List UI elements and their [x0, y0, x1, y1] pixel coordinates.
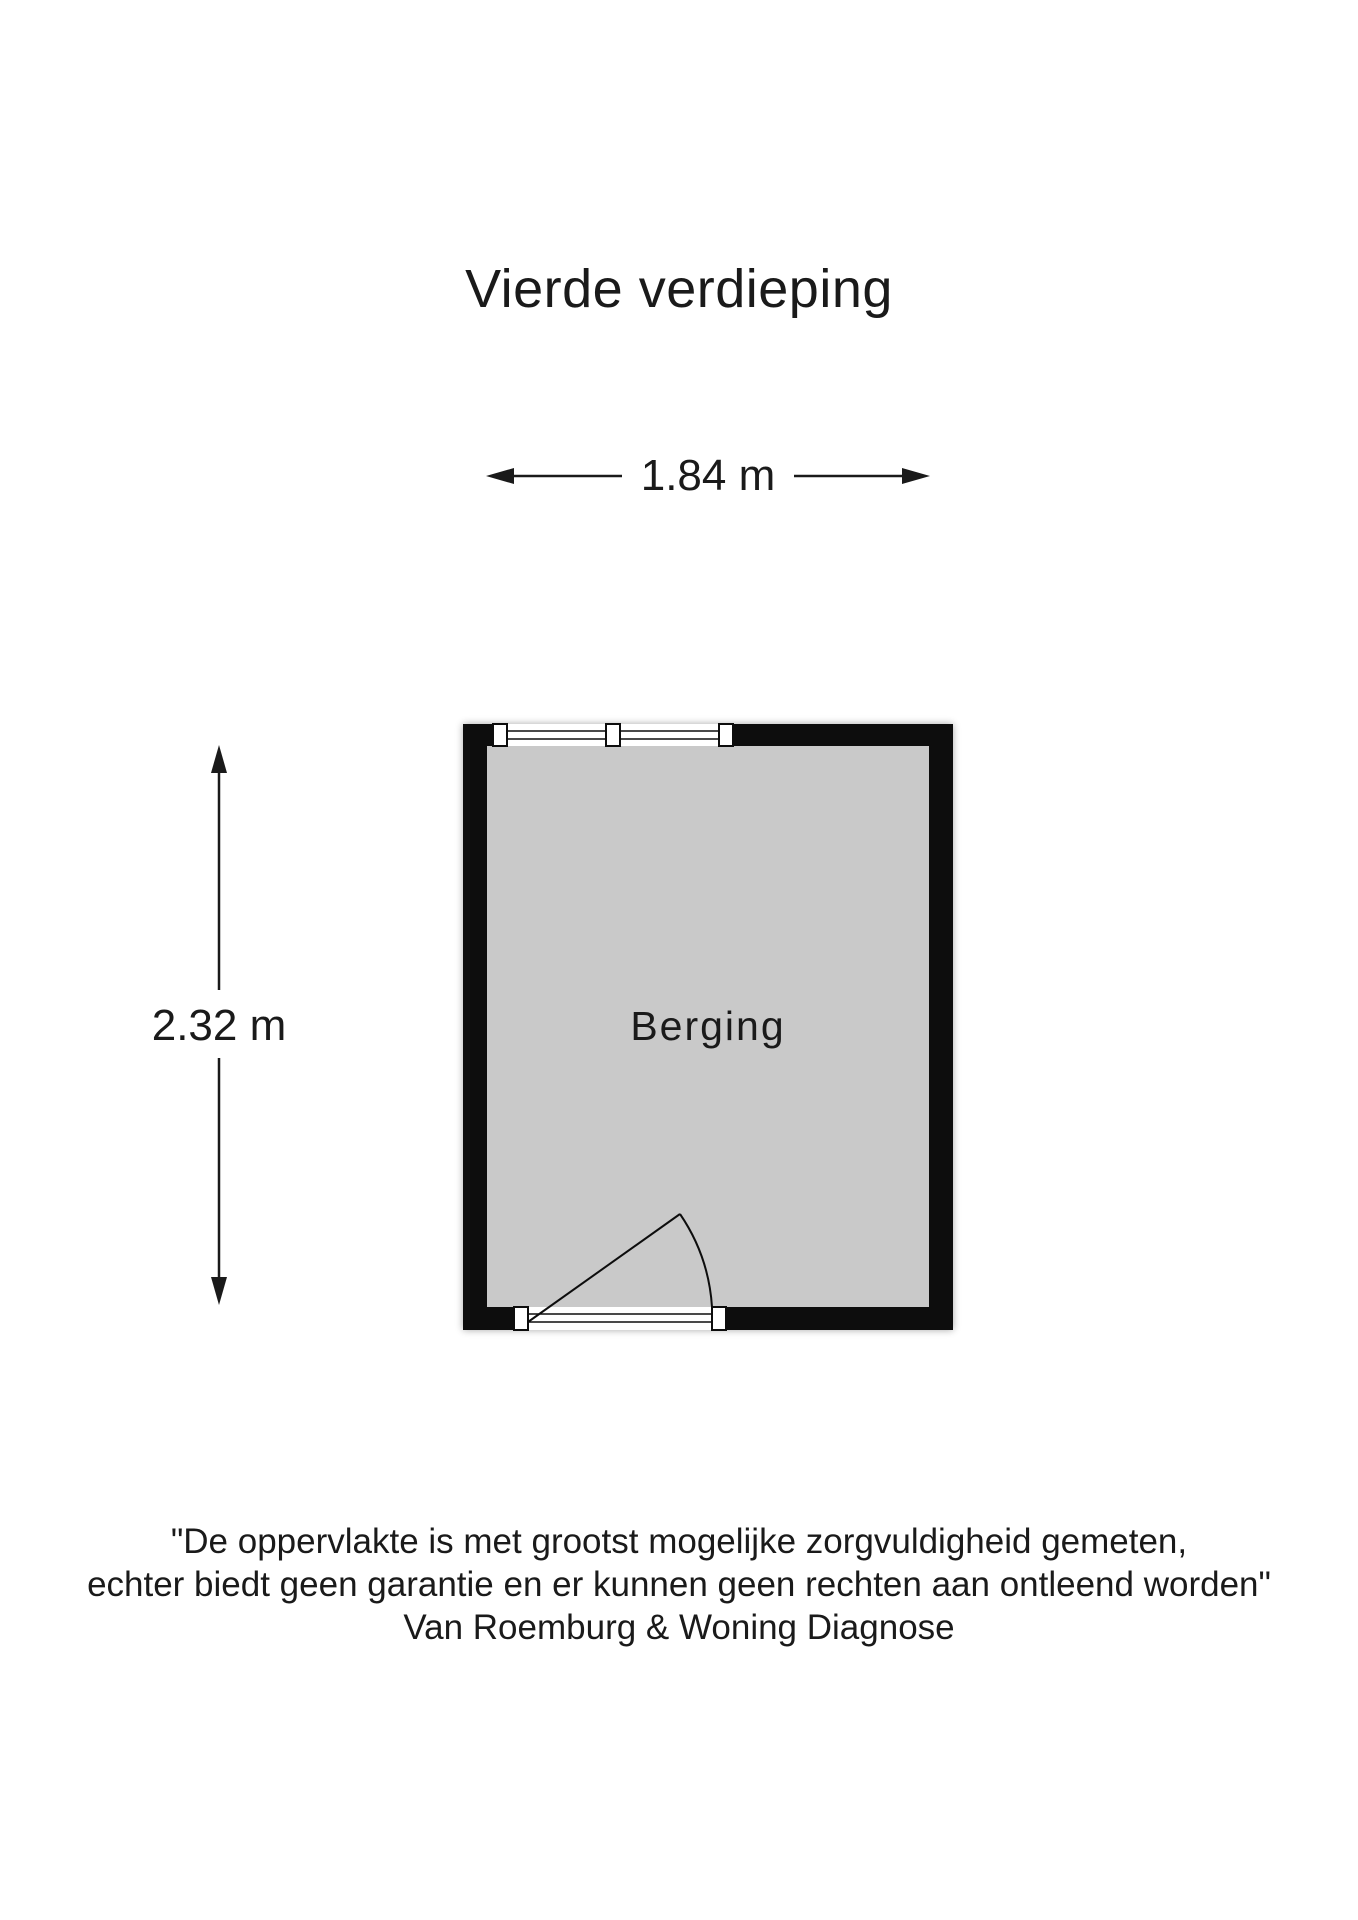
top-window-frame-left — [493, 724, 507, 746]
height-dimension — [152, 745, 287, 1305]
top-window-frame-mid — [606, 724, 620, 746]
top-window — [493, 724, 733, 746]
width-dimension — [486, 451, 930, 500]
disclaimer — [0, 1520, 1358, 1649]
width-arrow-head-left — [486, 468, 514, 484]
width-dimension-label: 1.84 m — [640, 451, 776, 500]
height-arrow-head-bottom — [211, 1277, 227, 1305]
top-window-frame-right — [719, 724, 733, 746]
disclaimer-line-2: echter biedt geen garantie en er kunnen geen rechten aan ontleend worden" — [87, 1565, 1271, 1604]
height-arrow-head-top — [211, 745, 227, 773]
disclaimer-line-3: Van Roemburg & Woning Diagnose — [403, 1608, 955, 1647]
height-dimension-label: 2.32 m — [151, 1001, 287, 1050]
room-label-berging: Berging — [630, 1003, 786, 1049]
width-arrow-head-right — [902, 468, 930, 484]
floor-title: Vierde verdieping — [465, 259, 893, 319]
bottom-door-frame-right — [712, 1307, 726, 1330]
disclaimer-line-1: "De oppervlakte is met grootst mogelijke zorgvuldigheid gemeten, — [170, 1522, 1188, 1561]
bottom-door-frame-left — [514, 1307, 528, 1330]
